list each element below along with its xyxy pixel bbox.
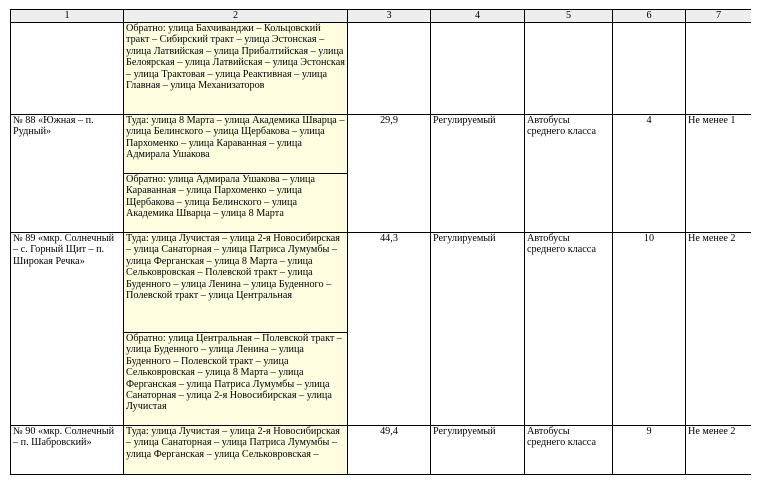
column-header: 3 — [348, 10, 431, 23]
vehicle-count: 10 — [613, 233, 686, 426]
route-name-cell: № 90 «мкр. Солнечный – п. Шабровский» — [11, 426, 124, 475]
path-to-cell: Туда: улица Лучистая – улица 2-я Новосибирская – улица Санаторная – улица Патриса Лумумбы – улица Ферганская – улица Сельковровская – — [124, 426, 348, 475]
column-header: 7 — [686, 10, 752, 23]
column-header: 4 — [431, 10, 525, 23]
vehicle-class: Автобусы среднего класса — [525, 233, 613, 426]
vehicle-class: Автобусы среднего класса — [525, 426, 613, 475]
vehicle-count: 9 — [613, 426, 686, 475]
column-header: 2 — [124, 10, 348, 23]
path-back-cell: Обратно: улица Центральная – Полевской тракт – улица Буденного – улица Ленина – улица Буденного – Полевской тракт – улица Сельковровская – улица 8 Марта – улица Ферганская – улица Патриса Лумумбы – улица Санаторная – улица 2-я Новосибирская – улица Лучистая — [124, 333, 348, 426]
path-to-cell: Туда: улица 8 Марта – улица Академика Шварца – улица Белинского – улица Щербакова – улица Пархоменко – улица Караванная – улица Адмирала Ушакова — [124, 115, 348, 174]
interval: Не менее 1 — [686, 115, 752, 233]
route-mode: Регулируемый — [431, 426, 525, 475]
route-length: 44,3 — [348, 233, 431, 426]
route-name-cell: № 89 «мкр. Солнечный – с. Горный Щит – п. Широкая Речка» — [11, 233, 124, 426]
table-row — [11, 233, 752, 333]
table-row — [11, 115, 752, 174]
vehicle-count: 4 — [613, 115, 686, 233]
interval: Не менее 2 — [686, 426, 752, 475]
route-mode: Регулируемый — [431, 115, 525, 233]
table-row — [11, 23, 752, 115]
route-length: 49,4 — [348, 426, 431, 475]
header-row — [11, 10, 752, 23]
column-header: 5 — [525, 10, 613, 23]
route-name-cell — [11, 23, 124, 115]
routes-table — [10, 9, 751, 475]
document-page — [10, 9, 751, 495]
route-length: 29,9 — [348, 115, 431, 233]
column-header: 1 — [11, 10, 124, 23]
path-back-cell: Обратно: улица Бахчиванджи – Кольцовский тракт – Сибирский тракт – улица Эстонская – улица Латвийская – улица Прибалтийская – улица Белоярская – улица Латвийская – улица Эстонская – улица Трактовая – улица Реактивная – улица Главная – улица Механизаторов — [124, 23, 348, 115]
column-header: 6 — [613, 10, 686, 23]
route-name-cell: № 88 «Южная – п. Рудный» — [11, 115, 124, 233]
vehicle-class: Автобусы среднего класса — [525, 115, 613, 233]
path-to-cell: Туда: улица Лучистая – улица 2-я Новосибирская – улица Санаторная – улица Патриса Лумумбы – улица Ферганская – улица 8 Марта – улица Сельковровская – Полевской тракт – улица Буденного – улица Ленина – улица Буденного – Полевской тракт – улица Центральная — [124, 233, 348, 333]
path-back-cell: Обратно: улица Адмирала Ушакова – улица Караванная – улица Пархоменко – улица Щербакова – улица Белинского – улица Академика Шварца – улица 8 Марта — [124, 174, 348, 233]
interval: Не менее 2 — [686, 233, 752, 426]
route-mode: Регулируемый — [431, 233, 525, 426]
table-row — [11, 426, 752, 475]
